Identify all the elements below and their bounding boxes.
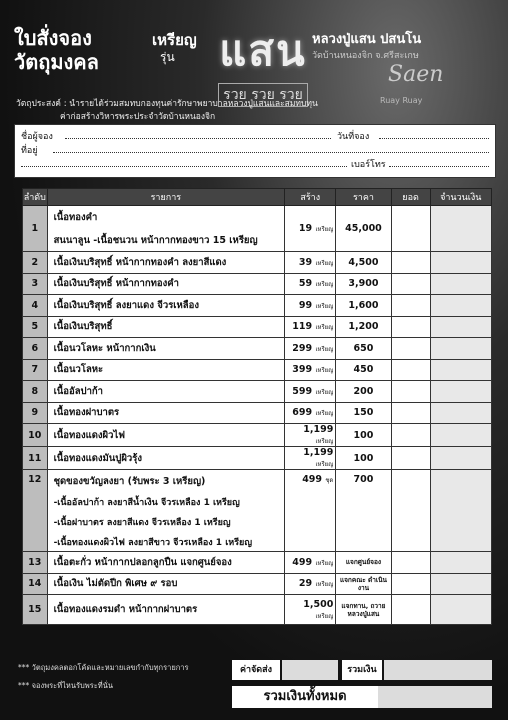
- purpose-line-2: ค่าก่อสร้างวิหารพระประจำวัดบ้านหนองจิก: [60, 112, 216, 122]
- row-item: เนื้อเงินบริสุทธิ์ ลงยาแดง จีวรเหลือง: [47, 295, 285, 317]
- header-qty: สร้าง: [285, 189, 336, 206]
- row-price-note: แจกคณะ ดำเนินงาน: [336, 573, 391, 595]
- row-order-input[interactable]: [391, 206, 430, 252]
- name-label: ชื่อผู้จอง: [21, 132, 53, 142]
- row-qty-unit: เหรียญ: [315, 367, 334, 375]
- brand-subtitle: รวย รวย รวย: [218, 83, 308, 107]
- row-qty-unit: เหรียญ: [315, 226, 334, 233]
- row-qty-unit: เหรียญ: [315, 388, 334, 396]
- date-field[interactable]: [379, 129, 489, 139]
- table-row: [23, 424, 492, 447]
- row-amount-input[interactable]: [430, 338, 491, 360]
- row-qty-unit: เหรียญ: [315, 581, 334, 589]
- row-amount-input[interactable]: [430, 295, 491, 317]
- row-item: เนื้อนวโลหะ หน้ากากเงิน: [47, 338, 285, 360]
- row-item: เนื้อทองแดงมันปูผิวรุ้ง: [47, 447, 285, 470]
- row-qty-value: 499: [292, 556, 313, 568]
- row-order-input[interactable]: [391, 295, 430, 317]
- row-order-input[interactable]: [391, 252, 430, 274]
- row-qty: [285, 295, 336, 317]
- row-order-input[interactable]: [391, 381, 430, 403]
- table-row: [23, 273, 492, 295]
- temple-name: วัดบ้านหนองจิก จ.ศรีสะเกษ: [312, 51, 419, 61]
- row-no: 9: [23, 402, 48, 424]
- row-qty-value: 119: [292, 321, 313, 333]
- header-order: ยอด: [391, 189, 430, 206]
- row-qty-value: 499: [302, 474, 323, 485]
- row-price: 1,600: [336, 295, 391, 317]
- row-order-input[interactable]: [391, 447, 430, 470]
- row-qty: [285, 381, 336, 403]
- table-header-row: [23, 189, 492, 206]
- row-price: 150: [336, 402, 391, 424]
- row-no: 2: [23, 252, 48, 274]
- row-item-label: ชุดของขวัญลงยา (รับพระ 3 เหรียญ): [53, 476, 206, 487]
- row-qty-value: 599: [292, 385, 313, 397]
- row-price: 4,500: [336, 252, 391, 274]
- row-amount-input[interactable]: [430, 252, 491, 274]
- address-label: ที่อยู่: [21, 146, 38, 156]
- row-item-sub: -เนื้ออัลปาก้า ลงยาสีน้ำเงิน จีวรเหลือง 1 เหรียญ: [53, 498, 240, 508]
- subtotal-field[interactable]: [384, 660, 492, 680]
- table-row: [23, 447, 492, 470]
- row-item: เนื้อเงินบริสุทธิ์: [47, 316, 285, 338]
- brand-name: แสน: [219, 26, 307, 75]
- row-order-input[interactable]: [391, 552, 430, 574]
- row-qty-value: 39: [298, 256, 313, 268]
- shipping-label: ค่าจัดส่ง: [232, 660, 280, 680]
- brand-logo: [198, 18, 328, 107]
- row-qty-value: 1,199: [303, 424, 334, 435]
- row-no: 11: [23, 447, 48, 470]
- header-item: รายการ: [47, 189, 285, 206]
- row-price-note: แจกทาน, ถวาย หลวงปู่แสน: [336, 595, 391, 625]
- row-item-sub: -เนื้อทองแดงผิวไฟ ลงยาสีขาว จีวรเหลือง 1 เหรียญ: [53, 538, 252, 548]
- signature-logo: Saen: [388, 62, 444, 87]
- row-no: 13: [23, 552, 48, 574]
- row-item: เนื้อเงิน ไม่ตัดปีก พิเศษ ๙ รอบ: [47, 573, 285, 595]
- customer-info-box: [14, 124, 496, 178]
- row-qty: [285, 359, 336, 381]
- row-amount-input[interactable]: [430, 552, 491, 574]
- row-price: 45,000: [336, 206, 391, 252]
- row-qty-unit: เหรียญ: [315, 410, 334, 418]
- row-order-input[interactable]: [391, 424, 430, 447]
- row-amount-input[interactable]: [430, 273, 491, 295]
- form-title-line2: วัตถุมงคล: [14, 50, 99, 74]
- row-amount-input[interactable]: [430, 316, 491, 338]
- row-qty: [285, 338, 336, 360]
- row-no: 8: [23, 381, 48, 403]
- row-price: 100: [336, 447, 391, 470]
- row-qty-value: 1,199: [303, 447, 334, 458]
- row-price: 650: [336, 338, 391, 360]
- row-item: เนื้อทองแดงรมดำ หน้ากากฝาบาตร: [47, 595, 285, 625]
- row-amount-input[interactable]: [430, 573, 491, 595]
- signature-subtitle: Ruay Ruay: [380, 96, 423, 105]
- table-row: [23, 316, 492, 338]
- row-qty: [285, 316, 336, 338]
- name-field[interactable]: [65, 129, 331, 139]
- purpose-line-1: วัตถุประสงค์ : นำรายได้ร่วมสมทบกองทุนค่ารักษาพยาบาลหลวงปู่แสนและสมทบทุน: [16, 99, 318, 109]
- order-table: [22, 188, 492, 625]
- row-order-input[interactable]: [391, 402, 430, 424]
- table-row: [23, 295, 492, 317]
- row-no: 5: [23, 316, 48, 338]
- table-row: [23, 381, 492, 403]
- row-qty-unit: เหรียญ: [315, 302, 334, 310]
- row-amount-input[interactable]: [430, 595, 491, 625]
- row-no: 14: [23, 573, 48, 595]
- row-order-input[interactable]: [391, 316, 430, 338]
- row-no: 3: [23, 273, 48, 295]
- row-qty: [285, 470, 336, 552]
- row-price: 1,200: [336, 316, 391, 338]
- row-amount-input[interactable]: [430, 424, 491, 447]
- row-qty: [285, 206, 336, 252]
- row-order-input[interactable]: [391, 573, 430, 595]
- table-row: [23, 338, 492, 360]
- row-amount-input[interactable]: [430, 381, 491, 403]
- row-qty-value: 59: [298, 278, 313, 290]
- row-no: 1: [23, 206, 48, 252]
- date-label: วันที่จอง: [337, 132, 370, 142]
- row-price: 450: [336, 359, 391, 381]
- row-qty-unit: เหรียญ: [315, 259, 334, 267]
- row-no: 15: [23, 595, 48, 625]
- row-no: 10: [23, 424, 48, 447]
- row-amount-input[interactable]: [430, 206, 491, 252]
- row-qty-unit: เหรียญ: [315, 345, 334, 353]
- row-qty: [285, 595, 336, 625]
- row-qty: [285, 573, 336, 595]
- row-price: 100: [336, 424, 391, 447]
- table-row: [23, 402, 492, 424]
- row-qty-value: 19: [298, 223, 313, 234]
- row-order-input[interactable]: [391, 470, 430, 552]
- form-title-line1: ใบสั่งจอง: [14, 26, 92, 50]
- row-qty-unit: เหรียญ: [315, 438, 334, 445]
- phone-label: เบอร์โทร: [351, 160, 386, 170]
- coin-label: เหรียญ: [152, 31, 197, 49]
- row-amount-input[interactable]: [430, 470, 491, 552]
- row-qty-unit: เหรียญ: [315, 461, 334, 468]
- header-price: ราคา: [336, 189, 391, 206]
- row-qty: [285, 252, 336, 274]
- row-price: 200: [336, 381, 391, 403]
- row-qty-value: 399: [292, 364, 313, 376]
- row-price: 3,900: [336, 273, 391, 295]
- table-row: [23, 470, 492, 552]
- row-item-sub: สนนาลูน -เนื้อชนวน หน้ากากทองขาว 15 เหรียญ: [53, 234, 258, 246]
- row-qty-value: 29: [298, 578, 313, 590]
- row-qty-unit: เหรียญ: [315, 281, 334, 289]
- row-item: เนื้อตะกั่ว หน้ากากปลอกลูกปืน แจกศูนย์จอง: [47, 552, 285, 574]
- row-item: เนื้อทองแดงผิวไฟ: [47, 424, 285, 447]
- header-no: ลำดับ: [23, 189, 48, 206]
- row-item: [47, 206, 285, 252]
- shipping-field[interactable]: [282, 660, 338, 680]
- row-qty-value: 299: [292, 342, 313, 354]
- row-order-input[interactable]: [391, 595, 430, 625]
- table-row: [23, 359, 492, 381]
- row-qty-unit: เหรียญ: [315, 612, 334, 620]
- table-row: [23, 573, 492, 595]
- row-no: 6: [23, 338, 48, 360]
- row-order-input[interactable]: [391, 338, 430, 360]
- row-qty-value: 699: [292, 407, 313, 419]
- grand-total-label: รวมเงินทั้งหมด: [232, 686, 378, 708]
- header-amount: จำนวนเงิน: [430, 189, 491, 206]
- table-row: [23, 252, 492, 274]
- row-amount-input[interactable]: [430, 447, 491, 470]
- row-item: เนื้ออัลปาก้า: [47, 381, 285, 403]
- row-price: 700: [336, 470, 391, 552]
- row-qty-value: 99: [298, 299, 313, 311]
- row-amount-input[interactable]: [430, 359, 491, 381]
- row-qty-unit: เหรียญ: [315, 559, 334, 567]
- table-row: [23, 206, 492, 252]
- table-row: [23, 595, 492, 625]
- edition-label: รุ่น: [160, 50, 175, 64]
- row-no: 7: [23, 359, 48, 381]
- row-qty: [285, 552, 336, 574]
- row-price-note: แจกศูนย์จอง: [336, 552, 391, 574]
- row-no: 12: [23, 470, 48, 552]
- footer-note-2: *** จองพระที่ไหนรับพระที่นั่น: [18, 681, 113, 690]
- row-order-input[interactable]: [391, 273, 430, 295]
- row-item-sub: -เนื้อฝาบาตร ลงยาสีแดง จีวรเหลือง 1 เหรียญ: [53, 518, 231, 528]
- row-item: [47, 470, 285, 552]
- footer-note-1: *** วัตถุมงคลตอกโค้ดและหมายเลขกำกับทุกรายการ: [18, 663, 189, 672]
- row-qty: [285, 402, 336, 424]
- address-field[interactable]: [53, 143, 489, 153]
- row-item: เนื้อเงินบริสุทธิ์ หน้ากากทองคำ: [47, 273, 285, 295]
- row-qty: [285, 273, 336, 295]
- table-row: [23, 552, 492, 574]
- row-item: เนื้อนวโลหะ: [47, 359, 285, 381]
- grand-total-field[interactable]: [378, 686, 492, 708]
- phone-field[interactable]: [389, 157, 489, 167]
- address-field-2[interactable]: [21, 157, 347, 167]
- row-item-label: เนื้อทองคำ: [53, 211, 98, 223]
- row-qty: [285, 447, 336, 470]
- row-qty: [285, 424, 336, 447]
- row-no: 4: [23, 295, 48, 317]
- row-item: เนื้อเงินบริสุทธิ์ หน้ากากทองคำ ลงยาสีแดง: [47, 252, 285, 274]
- subtotal-label: รวมเงิน: [342, 660, 382, 680]
- row-qty-unit: เหรียญ: [315, 324, 334, 332]
- row-amount-input[interactable]: [430, 402, 491, 424]
- row-qty-value: 1,500: [303, 598, 334, 610]
- monk-name: หลวงปู่แสน ปสนโน: [312, 32, 422, 47]
- row-qty-unit: ชุด: [325, 477, 334, 484]
- row-item: เนื้อทองฝาบาตร: [47, 402, 285, 424]
- row-order-input[interactable]: [391, 359, 430, 381]
